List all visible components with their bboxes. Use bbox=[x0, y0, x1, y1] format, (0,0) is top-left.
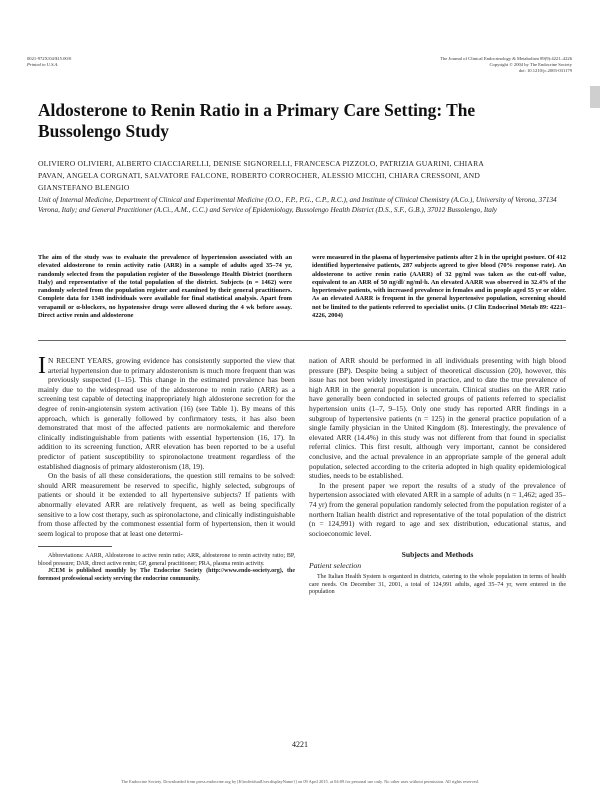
abstract-left-column: The aim of the study was to evaluate the prevalence of hypertension associated with an elevated aldosterone to renin activity ratio (ARR) in a sample of adults aged 35–74 yr, randomly selected from the population register of the Bussolengo Health District (northern Italy) and representative of the total population of the district. Subjects (n = 1462) were randomly selected from the population register and examined by their general practitioners. Complete data for 1348 individuals were available for final statistical analysis. Apart from verapamil or α-blockers, no hypotensive drugs were allowed during the 4 wk before assay. Direct active renin and aldosterone bbox=[38, 254, 292, 320]
drop-cap: I bbox=[38, 353, 46, 379]
article-body bbox=[38, 353, 566, 597]
section-tab-marker bbox=[590, 86, 600, 108]
affiliations: Unit of Internal Medicine, Department of Clinical and Experimental Medicine (O.O., F.P., P.G., C.P., R.C.), and Institute of Clinical Chemistry (A.Co.), University of Verona, 37134 Verona, Italy; and General Practitioner (A.Ci., A.M., C.C.) and Service of Epidemiology, Bussolengo Health District (D.S., S.F., G.B.), 37012 Bussolengo, Italy bbox=[38, 196, 557, 214]
journal-header-left bbox=[27, 56, 71, 68]
intro-paragraph-1 bbox=[38, 353, 295, 471]
section-heading: Subjects and Methods bbox=[401, 550, 474, 560]
intro-paragraph-2: On the basis of all these considerations, the question still remains to be solved: should ARR measurement be reserved to specific, highly selected, subgroups of patients or should it be extended to all hypertensive subjects? If patients with abnormally elevated ARR are relatively frequent, as well as being specifically sensitive to a low cost therapy, such as spironolactone, and clinically indistinguishable from those affected by the commonest essential form of hypertension, then it would seem logical to propose that at least one determi- bbox=[38, 471, 295, 538]
issn-line: 0021-972X/04/$15.00/0 bbox=[27, 56, 72, 61]
subsection-heading: Patient selection bbox=[309, 560, 362, 570]
jcem-footnote: JCEM is published monthly by The Endocrine Society (http://www.endo-society.org), the foremost professional society serving the endocrine community. bbox=[38, 568, 295, 582]
journal-header-right bbox=[440, 56, 572, 74]
body-right-column bbox=[309, 356, 566, 597]
methods-paragraph-1: The Italian Health System is organized in districts, catering to the whole population in terms of health care needs. On December 31, 2001, a total of 124,991 adults, aged 35–74 yr, were entered in the population bbox=[309, 574, 566, 596]
article-title: Aldosterone to Renin Ratio in a Primary Care Setting: The Bussolengo Study bbox=[38, 100, 476, 141]
doi-line: doi: 10.1210/jc.2003-031179 bbox=[518, 68, 572, 73]
intro-paragraph-4: In the present paper we report the results of a study of the prevalence of hypertension associated with elevated ARR in a sample of adults (n = 1,462; aged 35–74 yr) from the general population randomly selected from the population register of a northern Italian health district and representative of the total population of the district (n = 124,991) with regard to age and sex distribution, educational status, and socioeconomic level. bbox=[309, 480, 566, 538]
abstract-right-column: were measured in the plasma of hypertensive patients after 2 h in the upright posture. Of 412 identified hypertensive patients, 287 subjects agreed to give blood (70% response rate). An aldosterone to active renin ratio (AARR) of 32 pg/ml was taken as the cut-off value, equivalent to an ARR of 50 ng/dl/ ng/ml·h. An elevated AARR was observed in 32.4% of the hypertensive patients, with increased prevalence in females and in people aged 55 yr or older. As an elevated AARR is frequent in the general hypertensive population, screening should not be limited to the patients referred to specialist units. (J Clin Endocrinol Metab 89: 4221–4226, 2004) bbox=[312, 254, 566, 320]
body-left-column bbox=[38, 353, 295, 597]
intro-paragraph-3: nation of ARR should be performed in all individuals presenting with high blood pressure (BP). Despite being a subject of theoretical discussion (20), however, this issue has not been widely investigated in practice, and to date the true prevalence of high ARR in the general population is uncertain. Clinical studies on the ARR ratio have generally been conducted in selected groups of patients referred to specialist hypertension units (1–7, 9–15). Only one study has reported ARR findings in a subgroup of hypertensive patients (n = 125) in the general practice population of a single family physician in the United Kingdom (8). Interestingly, the prevalence of elevated ARR (14.4%) in this study was not different from that found in specialist referral clinics. This first result, although very important, cannot be considered conclusive, and the actual prevalence in an appropriate sample of the general adult population, selected according to the criteria adopted in high quality epidemiological studies, needs to be established. bbox=[309, 356, 566, 481]
journal-citation-line: The Journal of Clinical Endocrinology & Metabolism 89(9):4221–4226 bbox=[440, 56, 572, 61]
page-number: 4221 bbox=[292, 740, 308, 749]
abbreviations-footnote: Abbreviations: AARR, Aldosterone to active renin ratio; ARR, aldosterone to renin activity ratio; BP, blood pressure; DAR, direct active renin; GP, general practitioner; PRA, plasma renin activity. bbox=[38, 553, 295, 567]
copyright-line: Copyright © 2004 by The Endocrine Society bbox=[489, 62, 572, 67]
lead-in: N RECENT YEARS, bbox=[48, 356, 114, 365]
author-list: OLIVIERO OLIVIERI, ALBERTO CIACCIARELLI, DENISE SIGNORELLI, FRANCESCA PIZZOLO, PATRIZIA GUARINI, CHIARA PAVAN, ANGELA CORGNATI, SALVATORE FALCONE, ROBERTO CORROCHER, ALESSIO MICCHI, CHIARA CRESSONI, AND GIANSTEFANO BLENGIO bbox=[38, 159, 484, 192]
abstract bbox=[38, 254, 566, 320]
footnote-divider bbox=[38, 546, 112, 547]
printed-line: Printed in U.S.A. bbox=[27, 62, 59, 67]
intro-paragraph-1-text: growing evidence has consistently supported the view that arterial hypertension due to primary aldosteronism is much more frequent than was previously suspected (1–15). This change in the estimated prevalence has been mainly due to the widespread use of the aldosterone to renin ratio (ARR) as a screening test capable of detecting inappropriately high aldosterone secretion for the degree of renin-angiotensin system activation (16) (see Table 1). By means of this approach, which is generally followed by confirmatory tests, it has also been demonstrated that most of the affected patients are normokalemic and therefore clinically indistinguishable from patients with essential hypertension (16, 17). In addition to its screening function, ARR elevation has been reported to be a useful predictor of patient susceptibility to spironolactone treatment regardless of the established diagnosis of primary aldosteronism (18, 19). bbox=[38, 356, 295, 471]
abstract-divider bbox=[38, 340, 566, 341]
download-notice: The Endocrine Society. Downloaded from press.endocrine.org by [${individualUser.displayName}] on 09 April 2015. at 04:09 for personal use only. No other uses without permission. All rights reserved. bbox=[121, 779, 479, 784]
